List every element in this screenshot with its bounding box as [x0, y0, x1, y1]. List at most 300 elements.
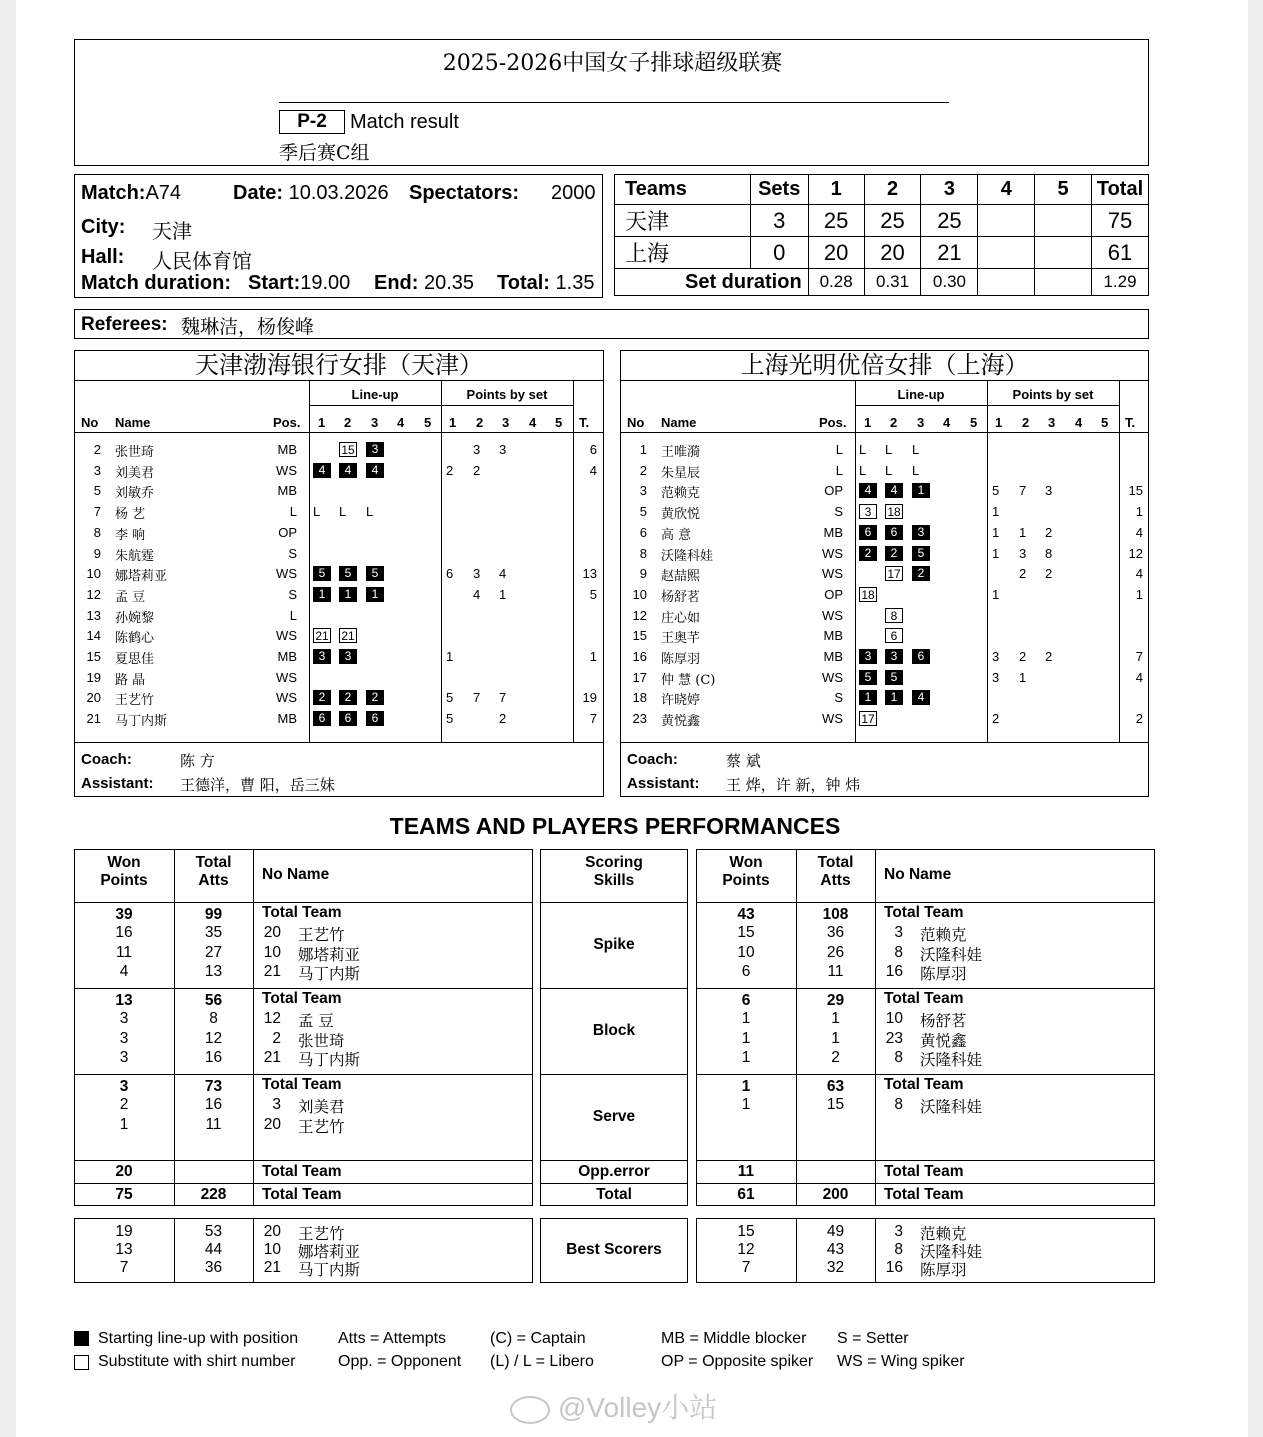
points-total: 5 [589, 586, 597, 602]
lineup-libero: L [912, 442, 920, 457]
player-won-points: 1 [741, 1096, 751, 1113]
performances-title: TEAMS AND PLAYERS PERFORMANCES [389, 813, 841, 839]
player-row [621, 544, 1148, 565]
header-won-points: Won Points [722, 854, 770, 889]
points-set: 2 [1045, 524, 1053, 540]
match-label: Match: [81, 182, 146, 204]
end-value: 20.35 [424, 272, 475, 294]
skill-name: Block [592, 1022, 636, 1039]
player-name: 陈厚羽 [920, 965, 967, 983]
points-set: 4 [499, 566, 507, 582]
lineup-substitute-number: 18 [885, 504, 903, 519]
total-team-label: Total Team [884, 990, 964, 1007]
col-lineup-set: 5 [970, 415, 978, 430]
player-position: WS [822, 607, 843, 623]
best-won-points: 12 [737, 1241, 755, 1258]
team-won-points: 3 [119, 1078, 129, 1095]
player-total-atts: 11 [827, 963, 844, 980]
player-position: MB [277, 442, 297, 457]
score-set4 [978, 205, 1035, 237]
player-total-atts: 2 [831, 1049, 840, 1066]
team-name: 天津渤海银行女排（天津） [195, 351, 483, 379]
player-name: 路 晶 [115, 672, 146, 688]
player-row [75, 606, 603, 627]
score-set3: 21 [921, 237, 978, 269]
home-team-roster [74, 350, 604, 797]
player-position: S [288, 586, 297, 602]
set-duration-2: 0.31 [864, 269, 921, 296]
lineup-start-position: 2 [339, 690, 357, 705]
start-label: Start: [248, 272, 301, 294]
total-home-won: 75 [115, 1186, 133, 1203]
player-name: 刘美君 [115, 465, 155, 481]
player-name: 朱星辰 [661, 465, 701, 481]
col-lineup-set: 3 [371, 415, 379, 430]
hall-label: Hall: [81, 246, 125, 268]
player-name: 沃隆科娃 [920, 1051, 983, 1069]
player-won-points: 4 [119, 963, 129, 980]
score-sets: 3 [750, 205, 808, 237]
player-won-points: 11 [115, 943, 133, 961]
player-name: 杨 艺 [115, 507, 146, 523]
player-number: 23 [632, 711, 647, 727]
points-total: 12 [1128, 545, 1143, 561]
total-team-label: Total Team [262, 1163, 342, 1180]
col-points-set: 1 [995, 415, 1003, 430]
player-won-points: 16 [115, 924, 133, 941]
referees-box [74, 309, 1149, 339]
points-set: 2 [1045, 566, 1053, 582]
city-value: 天津 [152, 219, 192, 243]
player-name: 李 响 [115, 527, 146, 543]
player-number: 2 [93, 442, 101, 457]
player-position: L [289, 607, 297, 623]
player-number: 3 [272, 1096, 281, 1113]
points-by-set-header: Points by set [466, 387, 548, 402]
best-total-atts: 36 [204, 1259, 223, 1276]
lineup-start-position: 4 [339, 463, 357, 478]
player-won-points: 1 [741, 1010, 751, 1027]
player-position: MB [277, 711, 297, 727]
lineup-start-position: 2 [366, 690, 384, 705]
best-won-points: 13 [115, 1241, 133, 1258]
player-row [75, 502, 603, 523]
lineup-libero: L [859, 442, 867, 457]
points-set: 1 [1019, 669, 1027, 685]
set-duration-3: 0.30 [921, 269, 978, 296]
points-total: 4 [1135, 566, 1143, 582]
player-number: 20 [263, 924, 281, 941]
points-set: 7 [1019, 483, 1027, 499]
points-total: 2 [1135, 711, 1143, 727]
player-row [75, 585, 603, 606]
lineup-start-position: 1 [912, 483, 930, 498]
player-number: 18 [632, 690, 647, 706]
player-won-points: 10 [737, 943, 755, 961]
start-field [248, 272, 350, 295]
legend-atts: Atts = Attempts [338, 1330, 447, 1347]
col-lineup-set: 4 [397, 415, 405, 430]
player-position: MB [277, 649, 297, 664]
legend-op: OP = Opposite spiker [661, 1353, 814, 1370]
date-value: 10.03.2026 [288, 182, 389, 204]
legend-libero: (L) / L = Libero [490, 1353, 594, 1370]
best-total-atts: 53 [204, 1223, 223, 1240]
lineup-start-position: 2 [859, 546, 877, 561]
assistant-names: 王 烨，许 新，钟 炜 [726, 776, 861, 794]
player-position: L [835, 442, 843, 457]
best-player-name: 马丁内斯 [298, 1261, 361, 1279]
player-total-atts: 11 [205, 1115, 222, 1133]
header-scoring-skills: Scoring Skills [585, 854, 643, 889]
team-total-atts: 56 [204, 992, 223, 1009]
points-set: 5 [446, 711, 454, 727]
player-name: 杨舒茗 [661, 589, 701, 605]
player-number: 16 [632, 649, 647, 664]
player-name: 赵喆熙 [661, 569, 701, 585]
assistant-label: Assistant: [81, 775, 154, 792]
player-name: 陈鹤心 [115, 631, 155, 647]
player-number: 17 [632, 669, 647, 685]
player-row [621, 440, 1148, 461]
legend-start: Starting line-up with position [98, 1330, 299, 1347]
player-name: 孟 豆 [115, 589, 146, 605]
player-row [75, 668, 603, 689]
header-rule [279, 102, 949, 103]
player-total-atts: 36 [826, 924, 845, 941]
points-set: 3 [992, 649, 1000, 664]
lineup-start-position: 3 [912, 525, 930, 540]
lineup-start-position: 1 [859, 690, 877, 705]
lineup-start-position: 6 [339, 711, 357, 726]
team-total-atts: 108 [822, 906, 849, 923]
player-number: 8 [894, 1096, 903, 1113]
col-points-set: 4 [1075, 415, 1083, 430]
total-field [497, 272, 594, 295]
points-set: 1 [1019, 524, 1027, 540]
header-box [74, 39, 1149, 166]
best-player-number: 16 [885, 1259, 903, 1276]
col-total: T. [579, 415, 590, 430]
player-position: WS [822, 669, 843, 685]
player-row [75, 709, 603, 730]
lineup-start-position: 6 [912, 649, 930, 664]
player-number: 21 [263, 963, 281, 980]
score-set4 [978, 237, 1035, 269]
col-points-set: 3 [1048, 415, 1056, 430]
player-position: OP [824, 586, 843, 602]
player-number: 15 [86, 649, 101, 664]
table-rule [540, 1160, 688, 1161]
player-total-atts: 35 [204, 924, 223, 941]
legend-opp: Opp. = Opponent [338, 1353, 462, 1370]
score-header-set3: 3 [921, 175, 978, 205]
player-total-atts: 27 [204, 943, 223, 961]
points-total: 15 [1128, 483, 1143, 499]
points-set: 2 [992, 711, 1000, 727]
player-name: 高 意 [661, 527, 692, 543]
player-name: 黄悦鑫 [661, 714, 701, 730]
player-row [621, 688, 1148, 709]
points-set: 7 [499, 690, 507, 706]
score-header-sets: Sets [750, 175, 808, 205]
score-header-teams: Teams [615, 175, 751, 205]
col-lineup-set: 5 [424, 415, 432, 430]
col-points-set: 5 [1101, 415, 1109, 430]
points-total: 1 [1135, 504, 1143, 520]
player-number: 3 [93, 462, 101, 478]
score-set5 [1035, 205, 1092, 237]
coach-label: Coach: [627, 751, 678, 768]
total-away-atts: 200 [822, 1186, 849, 1203]
player-total-atts: 8 [209, 1010, 218, 1027]
score-header-set2: 2 [864, 175, 921, 205]
col-lineup-set: 1 [864, 415, 872, 430]
player-name: 夏思佳 [115, 652, 155, 667]
skill-name: Spike [593, 936, 635, 953]
lineup-start-position: 5 [859, 670, 877, 685]
col-name: Name [115, 415, 151, 430]
lineup-header: Line-up [351, 387, 399, 402]
total-team-label: Total Team [884, 1186, 964, 1203]
player-number: 1 [639, 442, 647, 457]
player-name: 杨舒茗 [920, 1012, 967, 1030]
lineup-libero: L [885, 442, 893, 457]
col-points-set: 2 [476, 415, 484, 430]
points-set: 3 [992, 669, 1000, 685]
score-header-set1: 1 [808, 175, 864, 205]
lineup-start-position: 6 [313, 711, 331, 726]
player-number: 5 [639, 504, 647, 520]
score-total: 75 [1092, 205, 1149, 237]
skill-name: Serve [592, 1108, 636, 1125]
team-total-atts: 99 [204, 906, 223, 923]
col-pos: Pos. [273, 415, 301, 430]
col-lineup-set: 4 [943, 415, 951, 430]
roster-rule [75, 742, 603, 743]
col-name: Name [661, 415, 697, 430]
legend-sub: Substitute with shirt number [98, 1353, 296, 1370]
col-pos: Pos. [819, 415, 847, 430]
player-number: 10 [263, 943, 281, 961]
competition-title: 2025-2026中国女子排球超级联赛 [442, 51, 783, 76]
lineup-substitute-number: 17 [859, 711, 877, 726]
lineup-start-position: 5 [313, 566, 331, 581]
player-number: 8 [894, 943, 903, 961]
player-row [621, 502, 1148, 523]
player-name: 范赖克 [661, 486, 701, 502]
points-set: 3 [473, 442, 481, 457]
lineup-start-position: 5 [912, 546, 930, 561]
player-number: 9 [93, 545, 101, 561]
col-no: No [81, 415, 99, 430]
player-number: 2 [272, 1029, 281, 1047]
points-set: 8 [1045, 545, 1053, 561]
player-position: S [288, 545, 297, 561]
score-header-set5: 5 [1035, 175, 1092, 205]
player-name: 庄心如 [661, 610, 701, 626]
best-won-points: 15 [737, 1223, 755, 1240]
player-name: 王唯漪 [661, 445, 701, 460]
points-set: 3 [1045, 483, 1053, 499]
score-set1: 25 [808, 205, 864, 237]
substitute-swatch [74, 1355, 89, 1370]
points-set: 7 [473, 690, 481, 706]
score-table [614, 174, 1149, 296]
player-total-atts: 1 [831, 1029, 840, 1047]
set-duration-4 [978, 269, 1035, 296]
points-set: 2 [473, 462, 481, 478]
header-no-name: No Name [884, 866, 952, 883]
points-set: 5 [992, 483, 1000, 499]
player-row [621, 564, 1148, 585]
table-rule [696, 1160, 1155, 1161]
best-won-points: 7 [119, 1259, 129, 1276]
player-name: 娜塔莉亚 [115, 569, 168, 585]
coach-label: Coach: [81, 751, 132, 768]
points-set: 2 [1019, 649, 1027, 664]
points-set: 6 [446, 566, 454, 582]
duration-line [81, 272, 231, 295]
player-name: 沃隆科娃 [661, 548, 714, 564]
best-total-atts: 44 [204, 1241, 223, 1258]
table-rule [74, 1160, 533, 1161]
roster-rule [621, 432, 1148, 433]
points-set: 3 [499, 442, 507, 457]
table-rule [74, 1074, 533, 1075]
opp-error-label: Opp.error [578, 1163, 650, 1180]
roster-rule [309, 405, 573, 406]
lineup-start-position: 2 [885, 546, 903, 561]
player-name: 沃隆科娃 [920, 945, 983, 964]
player-name: 沃隆科娃 [920, 1098, 983, 1116]
player-position: WS [276, 690, 297, 706]
lineup-start-position: 5 [366, 566, 384, 581]
lineup-start-position: 6 [859, 525, 877, 540]
table-rule [74, 1183, 533, 1184]
roster-rule [621, 742, 1148, 743]
table-rule [540, 902, 688, 903]
points-total: 4 [589, 462, 597, 478]
team-total-atts: 29 [826, 992, 845, 1009]
player-position: WS [276, 669, 297, 685]
player-position: WS [822, 711, 843, 727]
lineup-start-position: 5 [339, 566, 357, 581]
col-points-set: 2 [1022, 415, 1030, 430]
col-points-set: 4 [529, 415, 537, 430]
spectators-value: 2000 [551, 182, 596, 204]
player-name: 马丁内斯 [298, 1051, 361, 1069]
doc-title: Match result [350, 111, 459, 133]
player-position: MB [823, 524, 843, 540]
lineup-substitute-number: 21 [313, 628, 331, 643]
points-total: 1 [589, 649, 597, 664]
player-row [75, 481, 603, 502]
player-number: 12 [632, 607, 647, 623]
col-total: T. [1125, 415, 1136, 430]
points-total: 19 [582, 690, 597, 706]
player-won-points: 3 [119, 1010, 129, 1027]
col-points-set: 5 [555, 415, 563, 430]
referees-value: 魏琳洁，杨俊峰 [181, 316, 315, 338]
points-total: 1 [1135, 586, 1143, 602]
player-name: 王艺竹 [115, 693, 155, 709]
points-set: 2 [1045, 649, 1053, 664]
set-duration-1: 0.28 [808, 269, 864, 296]
lineup-start-position: 2 [313, 690, 331, 705]
table-rule [696, 988, 1155, 989]
best-total-atts: 32 [826, 1259, 845, 1276]
player-total-atts: 26 [826, 943, 845, 961]
player-row [621, 626, 1148, 647]
player-row [75, 688, 603, 709]
col-lineup-set: 2 [344, 415, 352, 430]
lineup-start-position: 3 [313, 649, 331, 664]
player-number: 10 [86, 566, 101, 582]
player-name: 马丁内斯 [115, 714, 168, 730]
total-team-label: Total Team [262, 1076, 342, 1093]
total-label: Total [596, 1186, 632, 1203]
player-row [621, 606, 1148, 627]
doc-code: P-2 [279, 110, 345, 134]
player-number: 3 [894, 924, 903, 941]
total-team-label: Total Team [884, 1163, 964, 1180]
player-position: OP [824, 483, 843, 499]
player-row [621, 668, 1148, 689]
points-by-set-header: Points by set [1012, 387, 1094, 402]
roster-rule [621, 380, 1148, 381]
player-name: 孟 豆 [298, 1012, 334, 1030]
lineup-start-position: 1 [885, 690, 903, 705]
team-won-points: 1 [741, 1078, 751, 1095]
lineup-libero: L [339, 504, 347, 520]
col-lineup-set: 3 [917, 415, 925, 430]
total-label: Total: [497, 272, 550, 294]
away-team-roster [620, 350, 1149, 797]
table-rule [540, 1183, 688, 1184]
team-total-atts: 73 [204, 1078, 223, 1095]
score-row-away [615, 237, 1149, 269]
score-header-set4: 4 [978, 175, 1035, 205]
legend-mb: MB = Middle blocker [661, 1330, 807, 1347]
lineup-start-position: 4 [859, 483, 877, 498]
lineup-start-position: 4 [912, 690, 930, 705]
player-name: 刘敏乔 [115, 486, 155, 502]
points-set: 1 [992, 504, 1000, 520]
roster-rule [75, 432, 603, 433]
points-total: 7 [1135, 649, 1143, 664]
best-total-atts: 43 [826, 1241, 845, 1258]
lineup-substitute-number: 17 [885, 566, 903, 581]
player-name: 王艺竹 [298, 1117, 345, 1136]
player-position: WS [276, 462, 297, 478]
set-duration-5 [1035, 269, 1092, 296]
player-number: 20 [263, 1115, 281, 1133]
set-duration-row [615, 269, 1149, 296]
roster-rule [75, 380, 603, 381]
lineup-start-position: 1 [313, 587, 331, 602]
player-position: L [835, 462, 843, 478]
player-row [621, 481, 1148, 502]
player-number: 20 [86, 690, 101, 706]
table-divider [875, 1218, 876, 1283]
player-row [621, 523, 1148, 544]
best-player-name: 范赖克 [920, 1225, 967, 1243]
score-row-home [615, 205, 1149, 237]
player-position: WS [276, 566, 297, 582]
lineup-substitute-number: 6 [885, 628, 903, 643]
player-name: 朱航霆 [115, 548, 155, 564]
